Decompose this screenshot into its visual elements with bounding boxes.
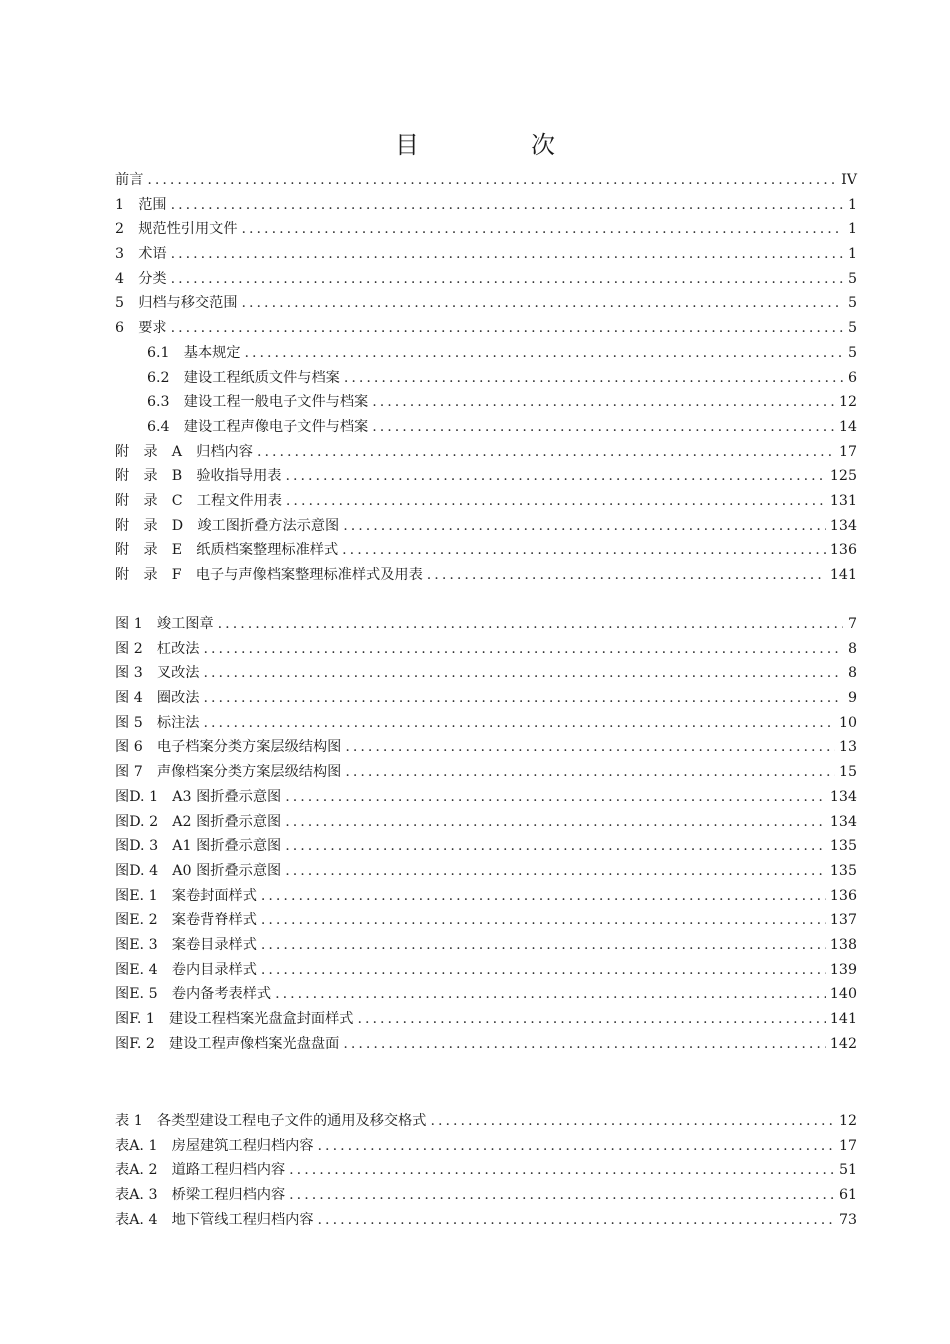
toc-entry[interactable] bbox=[115, 1109, 857, 1134]
toc-entry-label: 6.2 建设工程纸质文件与档案 bbox=[147, 369, 340, 386]
toc-entry-label: 6.1 基本规定 bbox=[147, 344, 241, 361]
toc-leader-dots bbox=[171, 193, 843, 218]
toc-entry-label: 图E. 5 卷内备考表样式 bbox=[115, 986, 272, 1003]
page-title: 目 次 bbox=[395, 131, 599, 159]
toc-entry-label: 图 5 标注法 bbox=[115, 714, 200, 731]
toc-entry-label: 4 分类 bbox=[115, 270, 167, 287]
toc-entry-label: 图D. 2 A2 图折叠示意图 bbox=[115, 813, 282, 830]
toc-entry-page: 10 bbox=[838, 714, 857, 731]
toc-leader-dots bbox=[285, 810, 826, 835]
toc-entry[interactable] bbox=[115, 859, 857, 884]
toc-entry[interactable] bbox=[115, 415, 857, 440]
toc-leader-dots bbox=[261, 908, 826, 933]
toc-entry-label: 1 范围 bbox=[115, 196, 167, 213]
toc-entry-page: 8 bbox=[847, 640, 857, 657]
toc-leader-dots bbox=[372, 415, 835, 440]
toc-leader-dots bbox=[318, 1208, 835, 1233]
toc-leader-dots bbox=[203, 711, 834, 736]
toc-entry[interactable] bbox=[115, 1007, 857, 1032]
toc-leader-dots bbox=[275, 982, 826, 1007]
toc-leader-dots bbox=[285, 785, 826, 810]
toc-entry[interactable] bbox=[115, 1134, 857, 1159]
toc-entry-page: 17 bbox=[838, 443, 857, 460]
toc-entry-page: 5 bbox=[847, 344, 857, 361]
toc-entry-label: 5 归档与移交范围 bbox=[115, 295, 238, 312]
toc-entry[interactable] bbox=[115, 168, 857, 193]
toc-entry-page: 12 bbox=[838, 394, 857, 411]
toc-entry-label: 图 2 杠改法 bbox=[115, 640, 200, 657]
toc-entry-label: 6 要求 bbox=[115, 320, 167, 337]
toc-entry-label: 图E. 1 案卷封面样式 bbox=[115, 887, 257, 904]
toc-entry[interactable] bbox=[115, 933, 857, 958]
toc-entry-page: 51 bbox=[838, 1162, 857, 1179]
toc-entry[interactable] bbox=[115, 884, 857, 909]
toc-entry[interactable] bbox=[115, 390, 857, 415]
toc-entry-label: 图F. 2 建设工程声像档案光盘盘面 bbox=[115, 1035, 340, 1052]
toc-entry-label: 6.4 建设工程声像电子文件与档案 bbox=[147, 418, 369, 435]
toc-entry[interactable] bbox=[115, 193, 857, 218]
toc-leader-dots bbox=[203, 686, 843, 711]
toc-leader-dots bbox=[372, 390, 835, 415]
toc-entry-page: 141 bbox=[829, 567, 857, 583]
toc-entry-label: 图 7 声像档案分类方案层级结构图 bbox=[115, 764, 342, 781]
toc-leader-dots bbox=[343, 514, 826, 539]
toc-entry-label: 图E. 3 案卷目录样式 bbox=[115, 936, 257, 953]
toc-entry[interactable] bbox=[115, 242, 857, 267]
toc-leader-dots bbox=[261, 933, 826, 958]
toc-entry-page: 5 bbox=[847, 270, 857, 287]
toc-entry-label: 图E. 4 卷内目录样式 bbox=[115, 961, 257, 978]
toc-entry[interactable] bbox=[115, 1183, 857, 1208]
toc-entry[interactable] bbox=[115, 735, 857, 760]
toc-entry-label: 图D. 4 A0 图折叠示意图 bbox=[115, 862, 282, 879]
toc-entry-page: 136 bbox=[829, 887, 857, 904]
toc-entry-label: 附 录 C 工程文件用表 bbox=[115, 492, 282, 509]
toc-entry[interactable] bbox=[115, 834, 857, 859]
toc-leader-dots bbox=[318, 1134, 835, 1159]
toc-entry-page: 8 bbox=[847, 665, 857, 682]
toc-entry[interactable] bbox=[115, 958, 857, 983]
toc-entry-label: 表A. 2 道路工程归档内容 bbox=[115, 1162, 286, 1179]
toc-entry-label: 附 录 B 验收指导用表 bbox=[115, 468, 282, 485]
toc-entry-page: 138 bbox=[829, 936, 857, 953]
toc-entry-page: 140 bbox=[829, 986, 857, 1003]
toc-entry[interactable] bbox=[115, 440, 857, 465]
toc-entry[interactable] bbox=[115, 612, 857, 637]
toc-leader-dots bbox=[286, 464, 826, 489]
toc-entry[interactable] bbox=[115, 563, 857, 588]
toc-leader-dots bbox=[245, 341, 843, 366]
toc-entry-page: 134 bbox=[829, 788, 857, 805]
toc-entry[interactable] bbox=[115, 1208, 857, 1233]
toc-entry-label: 图D. 1 A3 图折叠示意图 bbox=[115, 788, 282, 805]
toc-entry-page: 131 bbox=[829, 492, 857, 509]
toc-leader-dots bbox=[344, 366, 843, 391]
toc-entry[interactable] bbox=[115, 760, 857, 785]
toc-leader-dots bbox=[427, 563, 826, 588]
toc-entry-label: 附 录 A 归档内容 bbox=[115, 443, 253, 460]
toc-leader-dots bbox=[289, 1158, 835, 1183]
toc-entry-page: 61 bbox=[838, 1187, 857, 1204]
toc-leader-dots bbox=[358, 1007, 826, 1032]
toc-entry[interactable] bbox=[115, 217, 857, 242]
toc-entry-page: 13 bbox=[838, 739, 857, 756]
toc-entry[interactable] bbox=[115, 464, 857, 489]
toc-entry[interactable] bbox=[115, 538, 857, 563]
toc-entry-label: 图E. 2 案卷背脊样式 bbox=[115, 912, 257, 929]
toc-entry-page: IV bbox=[841, 172, 857, 188]
toc-entry-label: 附 录 D 竣工图折叠方法示意图 bbox=[115, 517, 340, 534]
toc-entry[interactable] bbox=[115, 810, 857, 835]
toc-main bbox=[115, 168, 857, 588]
toc-tables bbox=[115, 1109, 857, 1232]
toc-entry[interactable] bbox=[115, 1158, 857, 1183]
toc-leader-dots bbox=[171, 316, 843, 341]
toc-leader-dots bbox=[261, 958, 826, 983]
toc-entry-page: 73 bbox=[838, 1211, 857, 1228]
toc-entry-label: 图 4 圈改法 bbox=[115, 690, 200, 707]
toc-entry-label: 前言 bbox=[115, 172, 144, 188]
toc-entry-page: 137 bbox=[829, 912, 857, 929]
toc-leader-dots bbox=[242, 291, 843, 316]
toc-entry-label: 6.3 建设工程一般电子文件与档案 bbox=[147, 394, 369, 411]
toc-leader-dots bbox=[289, 1183, 835, 1208]
toc-leader-dots bbox=[285, 859, 826, 884]
toc-entry-label: 图F. 1 建设工程档案光盘盒封面样式 bbox=[115, 1011, 354, 1027]
toc-entry-page: 139 bbox=[829, 961, 857, 978]
toc-entry-label: 表 1 各类型建设工程电子文件的通用及移交格式 bbox=[115, 1113, 427, 1129]
toc-leader-dots bbox=[285, 834, 826, 859]
toc-entry-page: 142 bbox=[829, 1035, 857, 1052]
toc-entry[interactable] bbox=[115, 291, 857, 316]
toc-entry[interactable] bbox=[115, 267, 857, 292]
toc-entry-label: 3 术语 bbox=[115, 246, 167, 263]
toc-leader-dots bbox=[430, 1109, 834, 1134]
toc-leader-dots bbox=[257, 440, 835, 465]
toc-entry-label: 图 1 竣工图章 bbox=[115, 616, 214, 632]
toc-entry-page: 125 bbox=[829, 468, 857, 485]
toc-entry-page: 5 bbox=[847, 320, 857, 337]
toc-entry-page: 7 bbox=[847, 616, 857, 632]
toc-entry[interactable] bbox=[115, 341, 857, 366]
toc-leader-dots bbox=[261, 884, 826, 909]
toc-entry[interactable] bbox=[115, 908, 857, 933]
toc-entry[interactable] bbox=[115, 711, 857, 736]
toc-leader-dots bbox=[345, 735, 835, 760]
toc-entry[interactable] bbox=[115, 514, 857, 539]
toc-leader-dots bbox=[147, 168, 837, 193]
toc-leader-dots bbox=[218, 612, 843, 637]
toc-leader-dots bbox=[203, 637, 843, 662]
toc-entry-page: 6 bbox=[847, 369, 857, 386]
toc-entry-page: 134 bbox=[829, 813, 857, 830]
toc-entry-label: 表A. 3 桥梁工程归档内容 bbox=[115, 1187, 286, 1204]
toc-entry[interactable] bbox=[115, 686, 857, 711]
toc-entry-page: 5 bbox=[847, 295, 857, 312]
toc-entry[interactable] bbox=[115, 316, 857, 341]
toc-entry-label: 表A. 1 房屋建筑工程归档内容 bbox=[115, 1137, 314, 1154]
toc-leader-dots bbox=[171, 267, 843, 292]
toc-leader-dots bbox=[242, 217, 843, 242]
toc-entry-page: 134 bbox=[829, 517, 857, 534]
toc-entry-label: 图D. 3 A1 图折叠示意图 bbox=[115, 838, 282, 855]
toc-entry-page: 135 bbox=[829, 838, 857, 855]
toc-entry-label: 图 3 叉改法 bbox=[115, 665, 200, 682]
toc-leader-dots bbox=[343, 1032, 826, 1057]
toc-entry-label: 附 录 E 纸质档案整理标准样式 bbox=[115, 542, 339, 559]
toc-entry-page: 135 bbox=[829, 862, 857, 879]
toc-entry-page: 12 bbox=[838, 1113, 857, 1129]
toc-entry[interactable] bbox=[115, 366, 857, 391]
toc-entry-page: 1 bbox=[847, 196, 857, 213]
toc-entry-page: 141 bbox=[829, 1011, 857, 1027]
toc-leader-dots bbox=[342, 538, 826, 563]
toc-figures bbox=[115, 612, 857, 1056]
toc-entry-page: 136 bbox=[829, 542, 857, 559]
toc-entry-label: 图 6 电子档案分类方案层级结构图 bbox=[115, 739, 342, 756]
toc-entry-page: 1 bbox=[847, 246, 857, 263]
toc-entry-page: 17 bbox=[838, 1137, 857, 1154]
toc-leader-dots bbox=[345, 760, 835, 785]
toc-entry-page: 1 bbox=[847, 221, 857, 238]
toc-leader-dots bbox=[203, 661, 843, 686]
toc-entry[interactable] bbox=[115, 489, 857, 514]
toc-leader-dots bbox=[171, 242, 843, 267]
toc-entry[interactable] bbox=[115, 785, 857, 810]
toc-entry-page: 14 bbox=[838, 418, 857, 435]
toc-entry[interactable] bbox=[115, 1032, 857, 1057]
toc-entry-label: 2 规范性引用文件 bbox=[115, 221, 238, 238]
toc-entry-label: 附 录 F 电子与声像档案整理标准样式及用表 bbox=[115, 567, 423, 583]
toc-entry-page: 15 bbox=[838, 764, 857, 781]
toc-entry[interactable] bbox=[115, 661, 857, 686]
toc-entry[interactable] bbox=[115, 982, 857, 1007]
toc-entry-page: 9 bbox=[847, 690, 857, 707]
toc-leader-dots bbox=[286, 489, 826, 514]
toc-entry-label: 表A. 4 地下管线工程归档内容 bbox=[115, 1211, 314, 1228]
toc-entry[interactable] bbox=[115, 637, 857, 662]
